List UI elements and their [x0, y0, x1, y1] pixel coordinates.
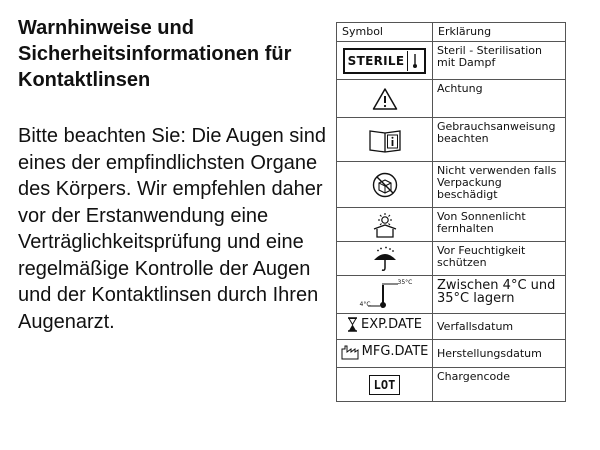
table-row: [337, 276, 566, 314]
table-row: [337, 242, 566, 276]
header-symbol: Symbol: [337, 23, 433, 42]
hourglass-icon: [347, 317, 358, 332]
table-row: [337, 42, 566, 80]
header-explanation: Erklärung: [433, 23, 566, 42]
table-header-row: [337, 23, 566, 42]
desc-sunlight: Von Sonnenlicht fernhalten: [433, 208, 566, 242]
temperature-limit-icon: [350, 279, 420, 311]
desc-lot: Chargencode: [433, 368, 566, 402]
desc-temperature: Zwischen 4°C und 35°C lagern: [433, 276, 566, 314]
mfg-date-label: MFG.DATE: [361, 344, 429, 359]
desc-moisture: Vor Feuchtigkeit schützen: [433, 242, 566, 276]
table-row: [337, 208, 566, 242]
desc-damaged-package: Nicht verwenden falls Verpackung beschädigt: [433, 162, 566, 208]
keep-dry-umbrella-icon: [371, 246, 399, 272]
sterile-icon: [343, 48, 427, 74]
desc-instructions: Gebrauchsanweisung beachten: [433, 118, 566, 162]
warning-triangle-icon: [372, 87, 398, 111]
factory-icon: [341, 344, 359, 360]
desc-warning: Achtung: [433, 80, 566, 118]
instructions-book-icon: [368, 127, 402, 153]
table-row: [337, 340, 566, 368]
page-title: Warnhinweise und Sicherheitsinformationen für Kontaktlinsen: [18, 17, 292, 91]
lot-icon: LOT: [369, 375, 401, 395]
table-row: [337, 314, 566, 340]
table-row: [337, 80, 566, 118]
body-paragraph: Bitte beachten Sie: Die Augen sind eines der empfindlichsten Organe des Körpers. Wir empfehlen daher vor der Erstanwendung eine Verträglichkeitsprüfung und eine regelmäßige Kontrolle der Augen und der Kontaktlinsen durch Ihren Augenarzt.: [18, 125, 326, 333]
table-row: [337, 162, 566, 208]
table-row: [337, 118, 566, 162]
exp-date-label: EXP.DATE: [361, 317, 422, 332]
table-row: [337, 368, 566, 402]
temp-upper: 35°C: [397, 278, 413, 286]
symbol-table: [336, 22, 566, 402]
damaged-package-icon: [371, 171, 399, 199]
desc-sterile: Steril - Sterilisation mit Dampf: [433, 42, 566, 80]
temp-lower: 4°C: [359, 300, 371, 308]
keep-from-sunlight-icon: [371, 212, 399, 238]
sterile-label: STERILE: [347, 53, 405, 68]
desc-manufacture: Herstellungsdatum: [433, 340, 566, 368]
desc-expiry: Verfallsdatum: [433, 314, 566, 340]
